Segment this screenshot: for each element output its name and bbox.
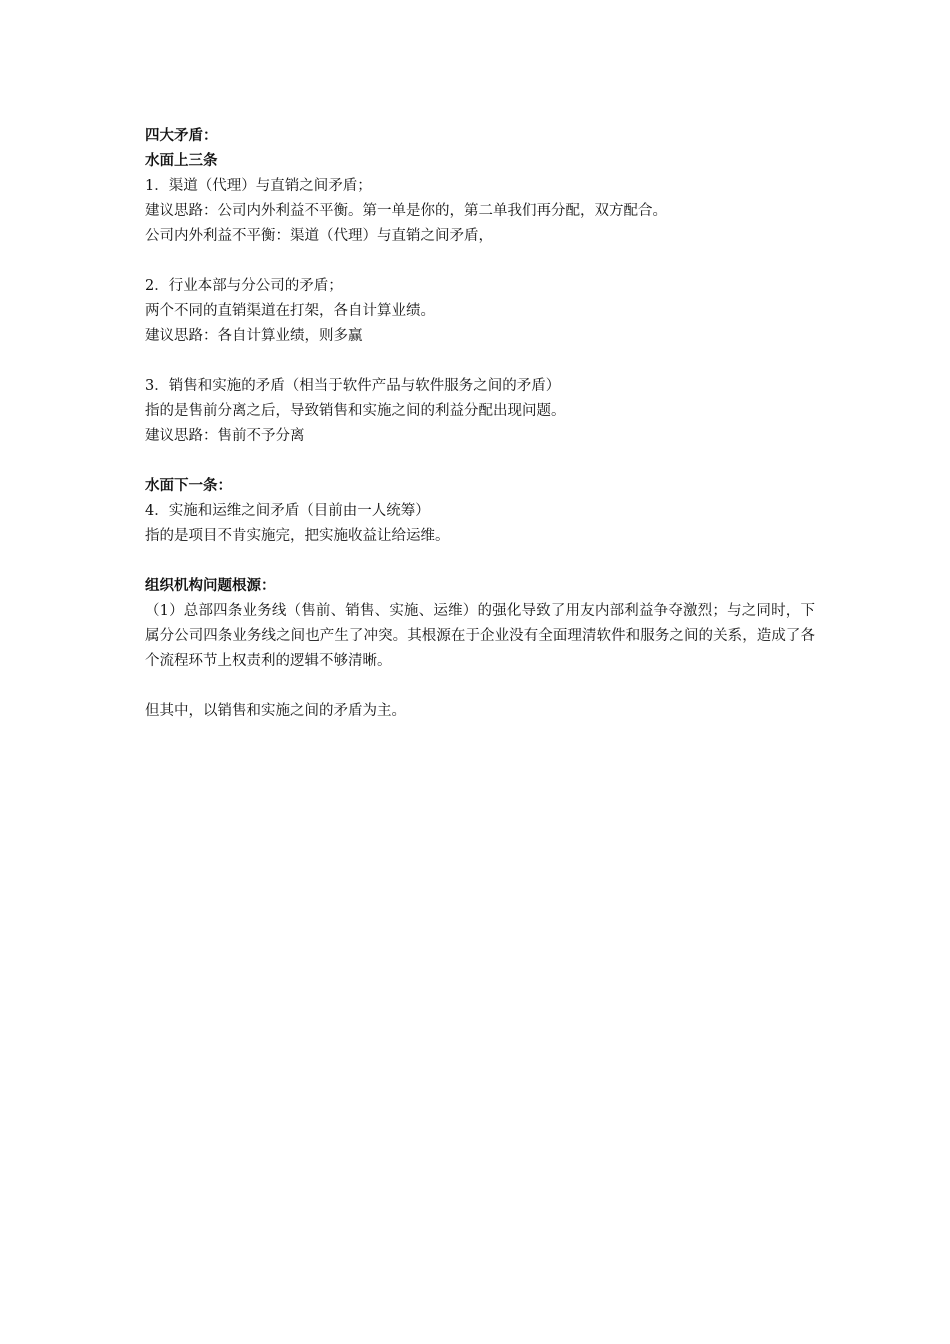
conclusion: 但其中，以销售和实施之间的矛盾为主。 bbox=[145, 703, 406, 719]
item3-line-2: 建议思路：售前不予分离 bbox=[145, 428, 305, 444]
doc-title: 四大矛盾： bbox=[145, 128, 218, 144]
item3-title: 3．销售和实施的矛盾（相当于软件产品与软件服务之间的矛盾） bbox=[145, 378, 561, 394]
spacer bbox=[145, 549, 815, 574]
item2-line-2: 建议思路：各自计算业绩，则多赢 bbox=[145, 328, 363, 344]
root-cause-paragraph: （1）总部四条业务线（售前、销售、实施、运维）的强化导致了用友内部利益争夺激烈；与之同时，下属分公司四条业务线之间也产生了冲突。其根源在于企业没有全面理清软件和服务之间的关系，造成了各个流程环节上权责利的逻辑不够清晰。 bbox=[145, 603, 815, 669]
item2-line-1: 两个不同的直销渠道在打架，各自计算业绩。 bbox=[145, 303, 435, 319]
spacer bbox=[145, 349, 815, 374]
item1-title: 1．渠道（代理）与直销之间矛盾； bbox=[145, 178, 372, 194]
below-water-heading: 水面下一条： bbox=[145, 478, 232, 494]
item4-line-1: 指的是项目不肯实施完，把实施收益让给运维。 bbox=[145, 528, 450, 544]
item1-line-2: 公司内外利益不平衡：渠道（代理）与直销之间矛盾， bbox=[145, 228, 493, 244]
spacer bbox=[145, 449, 815, 474]
item1-line-1: 建议思路：公司内外利益不平衡。第一单是你的，第二单我们再分配，双方配合。 bbox=[145, 203, 667, 219]
item2-title: 2．行业本部与分公司的矛盾； bbox=[145, 278, 343, 294]
root-cause-heading: 组织机构问题根源： bbox=[145, 578, 276, 594]
item4-title: 4．实施和运维之间矛盾（目前由一人统筹） bbox=[145, 503, 430, 519]
item3-line-1: 指的是售前分离之后，导致销售和实施之间的利益分配出现问题。 bbox=[145, 403, 566, 419]
spacer bbox=[145, 674, 815, 699]
document-page bbox=[145, 124, 815, 724]
above-water-heading: 水面上三条 bbox=[145, 153, 218, 169]
spacer bbox=[145, 249, 815, 274]
